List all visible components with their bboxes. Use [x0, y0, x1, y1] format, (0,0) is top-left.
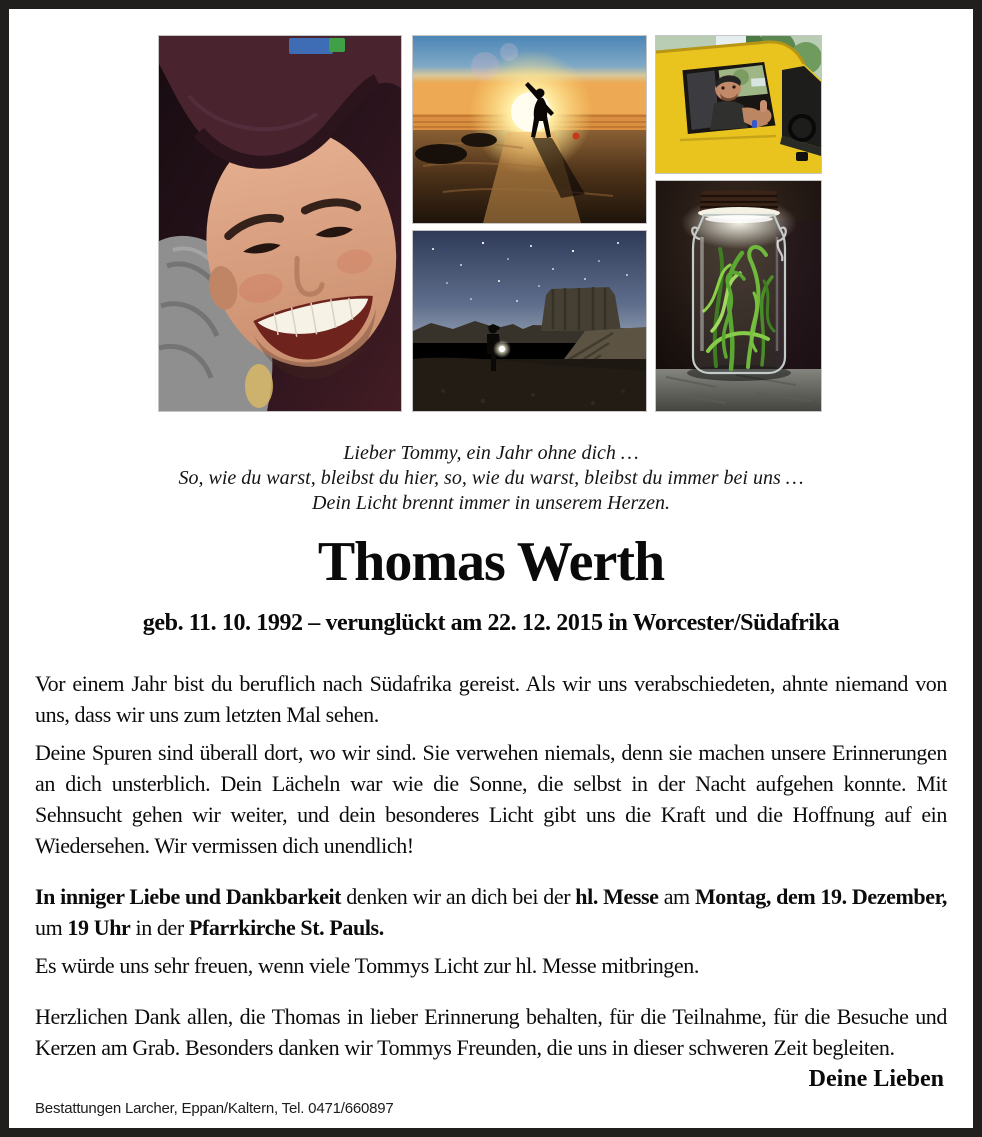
obituary-body [35, 668, 947, 1070]
invitation-bold-mass: hl. Messe [575, 884, 659, 909]
quote-line-3: Dein Licht brennt immer in unserem Herzen. [312, 492, 670, 514]
invitation-text-2: am [658, 884, 695, 909]
sunset-image [413, 36, 646, 223]
invitation-text-3: um [35, 915, 68, 940]
memorial-quote [0, 441, 982, 516]
paragraph-memory: Deine Spuren sind überall dort, wo wir sind. Sie verwehen niemals, denn sie machen unsere Erinnerungen an dich unsterblich. Dein Lächeln war wie die Sonne, die selbst in der Nacht aufgehen konnte. Mit Sehnsucht gehen wir weiter, und dein besonderes Licht gibt uns die Kraft und die Hoffnung auf ein Wiedersehen. Wir vermissen dich unendlich! [35, 740, 947, 858]
photo-portrait [158, 35, 402, 412]
quote-line-2: So, wie du warst, bleibst du hier, so, wie du warst, bleibst du immer bei uns … [178, 467, 804, 489]
paragraph-thanks: Herzlichen Dank allen, die Thomas in lieber Erinnerung behalten, für die Teilnahme, für die Besuche und Kerzen am Grab. Besonders danken wir Tommys Freunden, die uns in dieser schweren Zeit begleiten. [35, 1004, 947, 1060]
invitation-text-4: in der [130, 915, 189, 940]
paragraph-farewell: Vor einem Jahr bist du beruflich nach Südafrika gereist. Als wir uns verabschiedeten, ahnte niemand von uns, dass wir uns zum letzten Mal sehen. [35, 671, 947, 727]
paragraph-candles: Es würde uns sehr freuen, wenn viele Tommys Licht zur hl. Messe mitbringen. [35, 953, 699, 978]
invitation-bold-dedication: In inniger Liebe und Dankbarkeit [35, 884, 342, 909]
paragraph-mass-invitation [35, 881, 947, 943]
signoff: Deine Lieben [808, 1066, 944, 1092]
invitation-bold-date: Montag, dem 19. Dezember, [694, 884, 948, 909]
invitation-text-1: denken wir an dich bei der [341, 884, 576, 909]
funeral-home-credit: Bestattungen Larcher, Eppan/Kaltern, Tel. 0471/660897 [35, 1100, 394, 1117]
photo-sunset-beach [412, 35, 647, 224]
deceased-name: Thomas Werth [317, 531, 665, 593]
night-image [413, 231, 646, 411]
portrait-image [159, 36, 401, 411]
invitation-bold-church: Pfarrkirche St. Pauls. [188, 915, 384, 940]
photo-night-desert [412, 230, 647, 412]
photo-glow-jar [655, 180, 822, 412]
photo-yellow-truck [655, 35, 822, 174]
invitation-bold-time: 19 Uhr [67, 915, 131, 940]
life-dates: geb. 11. 10. 1992 – verunglückt am 22. 12. 2015 in Worcester/Südafrika [142, 610, 840, 636]
truck-image [656, 36, 821, 173]
jar-image [656, 181, 821, 411]
quote-line-1: Lieber Tommy, ein Jahr ohne dich … [343, 442, 639, 464]
